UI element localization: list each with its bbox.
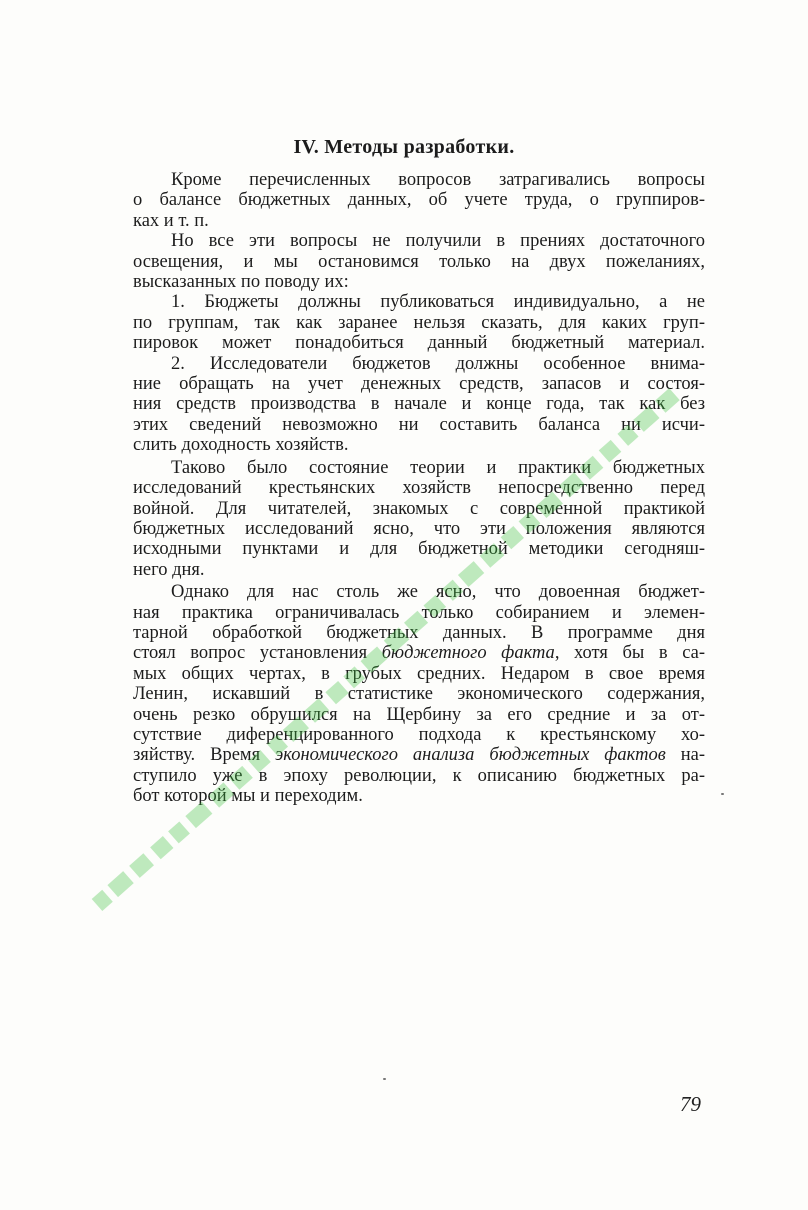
watermark-dash [150, 836, 173, 859]
text-line [133, 643, 705, 663]
scan-speck [721, 793, 724, 795]
watermark-dash [107, 871, 133, 897]
text-line: Однако для нас столь же ясно, что довоенная бюджет- [171, 582, 705, 603]
scan-speck [383, 1078, 386, 1080]
text-line: исследований крестьянских хозяйств непосредственно перед [133, 478, 705, 499]
paragraph-6 [133, 582, 705, 806]
text-line: ступило уже в эпоху революции, к описанию бюджетных ра- [133, 765, 705, 786]
text-line: него дня. [133, 559, 205, 580]
watermark-dash [129, 853, 154, 878]
text-line: 1. Бюджеты должны публиковаться индивидуально, а не [171, 292, 705, 313]
text-line: Но все эти вопросы не получили в прениях достаточного [171, 231, 705, 252]
text-line: бот которой мы и переходим. [133, 786, 363, 807]
text-line: Ленин, искавший в статистике экономического содержания, [133, 684, 705, 705]
paragraph-4 [133, 354, 705, 456]
watermark-dash [168, 821, 190, 843]
text-line: ках и т. п. [133, 210, 209, 231]
text-line: о балансе бюджетных данных, об учете труда, о группиров- [133, 190, 705, 211]
text-fragment: на- [665, 745, 705, 766]
text-line: сутствие диференцированного подхода к крестьянскому хо- [133, 724, 705, 745]
text-line: пировок может понадобиться данный бюджетный материал. [133, 333, 705, 354]
text-line [133, 745, 705, 765]
text-line: бюджетных исследований ясно, что эти положения являются [133, 518, 705, 539]
text-fragment: , хотя бы в са- [554, 643, 705, 664]
paragraph-1 [133, 170, 705, 231]
text-line: Таково было состояние теории и практики бюджетных [171, 457, 705, 478]
text-fragment: зяйству. Время [133, 745, 276, 766]
paragraph-3 [133, 292, 705, 353]
italic-term: бюджетного факта [381, 643, 555, 664]
text-line: 2. Исследователи бюджетов должны особенное внима- [171, 353, 705, 374]
text-line: ние обращать на учет денежных средств, запасов и состоя- [133, 374, 705, 395]
text-line: мых общих чертах, в грубых средних. Недаром в свое время [133, 663, 705, 684]
text-line: слить доходность хозяйств. [133, 435, 349, 456]
text-line: очень резко обрушился на Щербину за его средние и за от- [133, 704, 705, 725]
paragraph-5 [133, 458, 705, 580]
section-heading: IV. Методы разработки. [293, 136, 515, 158]
text-line: ния средств производства в начале и конце года, так как без [133, 394, 705, 415]
text-line: исходными пунктами и для бюджетной методики сегодняш- [133, 539, 705, 560]
text-line: войной. Для читателей, знакомых с современной практикой [133, 498, 705, 519]
text-body [133, 170, 705, 807]
text-line: тарной обработкой бюджетных данных. В программе дня [133, 622, 705, 643]
italic-term: экономического анализа бюджетных фактов [275, 745, 666, 766]
watermark-dash [92, 890, 113, 911]
page-number: 79 [680, 1092, 701, 1116]
text-fragment: стоял вопрос установления [133, 643, 382, 664]
text-line: этих сведений невозможно ни составить баланса ни исчи- [133, 414, 705, 435]
text-line: по группам, так как заранее нельзя сказать, для каких груп- [133, 312, 705, 333]
paragraph-2 [133, 231, 705, 292]
text-line: Кроме перечисленных вопросов затрагивались вопросы [171, 170, 705, 190]
text-line: высказанных по поводу их: [133, 272, 349, 293]
text-line: освещения, и мы остановимся только на двух пожеланиях, [133, 251, 705, 272]
text-line: ная практика ограничивалась только собиранием и элемен- [133, 602, 705, 623]
